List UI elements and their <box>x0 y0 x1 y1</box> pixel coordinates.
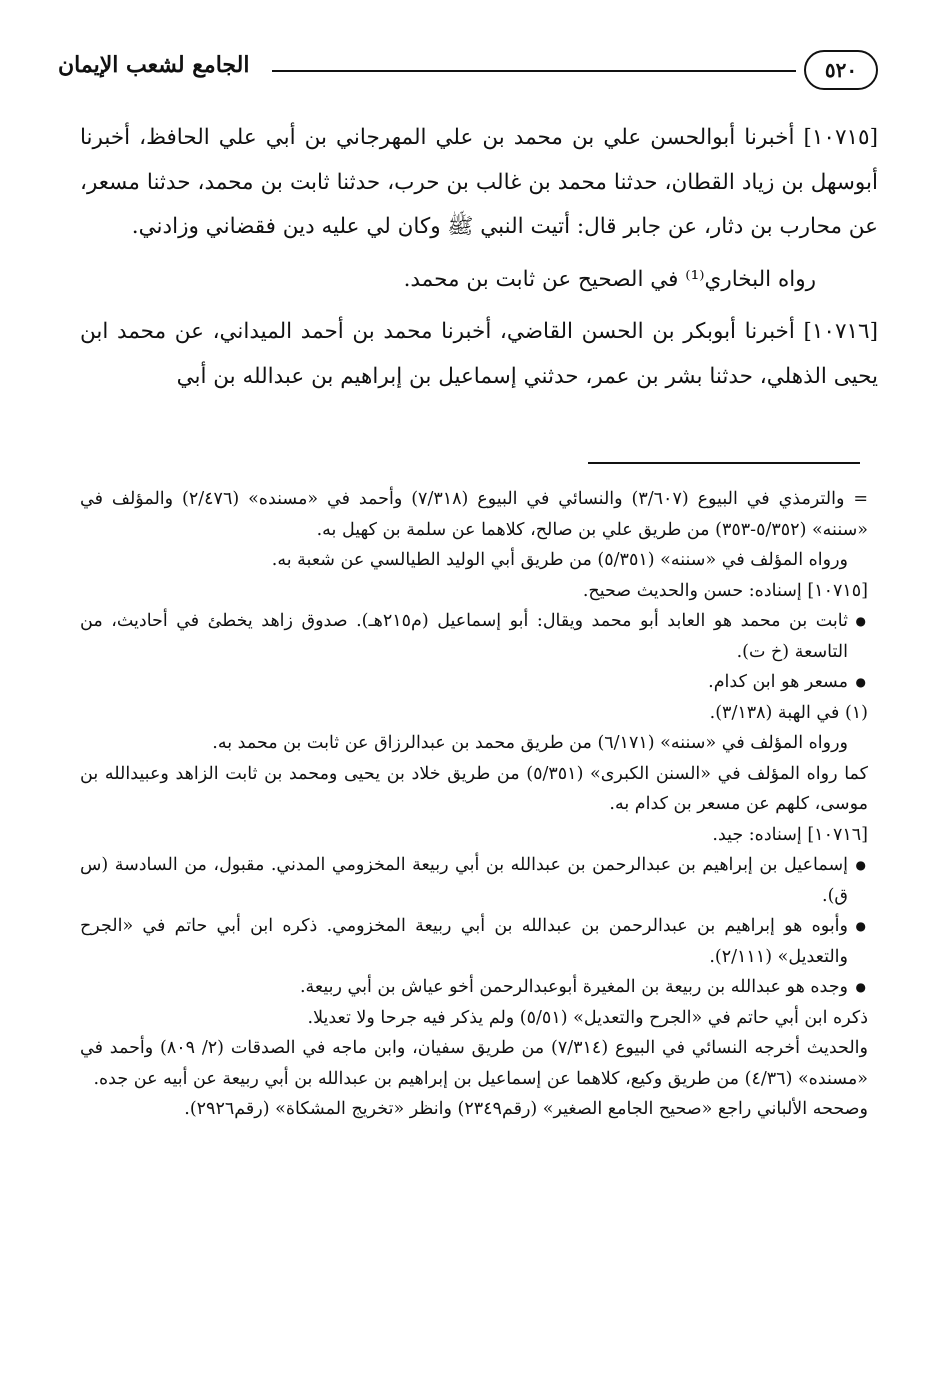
footnote-bullet: ● وأبوه هو إبراهيم بن عبدالرحمن بن عبدالله بن أبي ربيعة المخزومي. ذكره ابن أبي حاتم في «الجرح والتعديل» (٢/١١١). <box>80 911 868 972</box>
footnote-text: والحديث أخرجه النسائي في البيوع (٧/٣١٤) من طريق سفيان، وابن ماجه في الصدقات (٢/ ٨٠٩) وأحمد في «مسنده» (٤/٣٦) من طريق وكيع، كلاهما عن إسماعيل بن إبراهيم بن عبدالله بن أبي ربيعة عن أبيه عن جده. <box>80 1038 868 1089</box>
page-header <box>58 44 878 108</box>
hadith-10716: [١٠٧١٦] أخبرنا أبوبكر بن الحسن القاضي، أخبرنا محمد بن أحمد الميداني، عن محمد ابن يحيى الذهلي، حدثنا بشر بن عمر، حدثني إسماعيل بن إبراهيم بن عبدالله بن أبي <box>80 319 878 389</box>
footnote-text: ذكره ابن أبي حاتم في «الجرح والتعديل» (٥/٥١) ولم يذكر فيه جرحا ولا تعديلا. <box>307 1007 868 1028</box>
footnote-separator <box>588 462 860 464</box>
footnote-bullet: ● إسماعيل بن إبراهيم بن عبدالرحمن بن عبدالله بن أبي ربيعة المخزومي المدني. مقبول، من السادسة (س ق). <box>80 850 868 911</box>
footnote-bullet: ● ثابت بن محمد هو العابد أبو محمد ويقال: أبو إسماعيل (م٢١٥هـ). صدوق زاهد يخطئ في أحاديث، من التاسعة (خ ت). <box>80 606 868 667</box>
footnote-text: = والترمذي في البيوع (٣/٦٠٧) والنسائي في البيوع (٧/٣١٨) وأحمد في «مسنده» (٢/٤٧٦) والمؤلف في «سننه» (٥/٣٥٢-٣٥٣) من طريق علي بن صالح، كلاهما عن سلمة بن كهيل به. <box>80 489 868 540</box>
footnote-isnad-10715: [١٠٧١٥] إسناده: حسن والحديث صحيح. <box>582 580 868 601</box>
footnote-text: ورواه المؤلف في «سننه» (٦/١٧١) من طريق محمد بن عبدالرزاق عن ثابت بن محمد به. <box>212 733 848 753</box>
header-rule <box>272 70 796 72</box>
main-text <box>80 116 878 399</box>
bukhari-note: رواه البخاري⁽¹⁾ في الصحيح عن ثابت بن محمد. <box>403 266 816 292</box>
book-title: الجامع لشعب الإيمان <box>58 52 250 78</box>
footnotes <box>80 484 868 1125</box>
footnote-1: (١) في الهبة (٣/١٣٨). <box>709 702 868 723</box>
footnote-bullet: ● مسعر هو ابن كدام. <box>80 667 868 698</box>
hadith-10715: [١٠٧١٥] أخبرنا أبوالحسن علي بن محمد بن علي المهرجاني بن أبي علي الحافظ، أخبرنا أبوسهل بن زياد القطان، حدثنا محمد بن غالب بن حرب، حدثنا ثابت بن محمد، حدثنا مسعر، عن محارب بن دثار، عن جابر قال: أتيت النبي ﷺ وكان لي عليه دين فقضاني وزادني. <box>80 125 878 239</box>
page-number: ٥٢٠ <box>804 50 878 90</box>
footnote-text: ورواه المؤلف في «سننه» (٥/٣٥١) من طريق أبي الوليد الطيالسي عن شعبة به. <box>271 550 848 570</box>
footnote-isnad-10716: [١٠٧١٦] إسناده: جيد. <box>712 824 868 845</box>
footnote-bullet: ● وجده هو عبدالله بن ربيعة بن المغيرة أبوعبدالرحمن أخو عياش بن أبي ربيعة. <box>80 972 868 1003</box>
footnote-text: كما رواه المؤلف في «السنن الكبرى» (٥/٣٥١) من طريق خلاد بن يحيى ومحمد بن ثابت الزاهد وعبيدالله بن موسى، كلهم عن مسعر بن كدام به. <box>80 763 868 814</box>
footnote-text: وصححه الألباني راجع «صحيح الجامع الصغير» (رقم٢٣٤٩) وانظر «تخريج المشكاة» (رقم٢٩٢٦). <box>184 1099 868 1119</box>
